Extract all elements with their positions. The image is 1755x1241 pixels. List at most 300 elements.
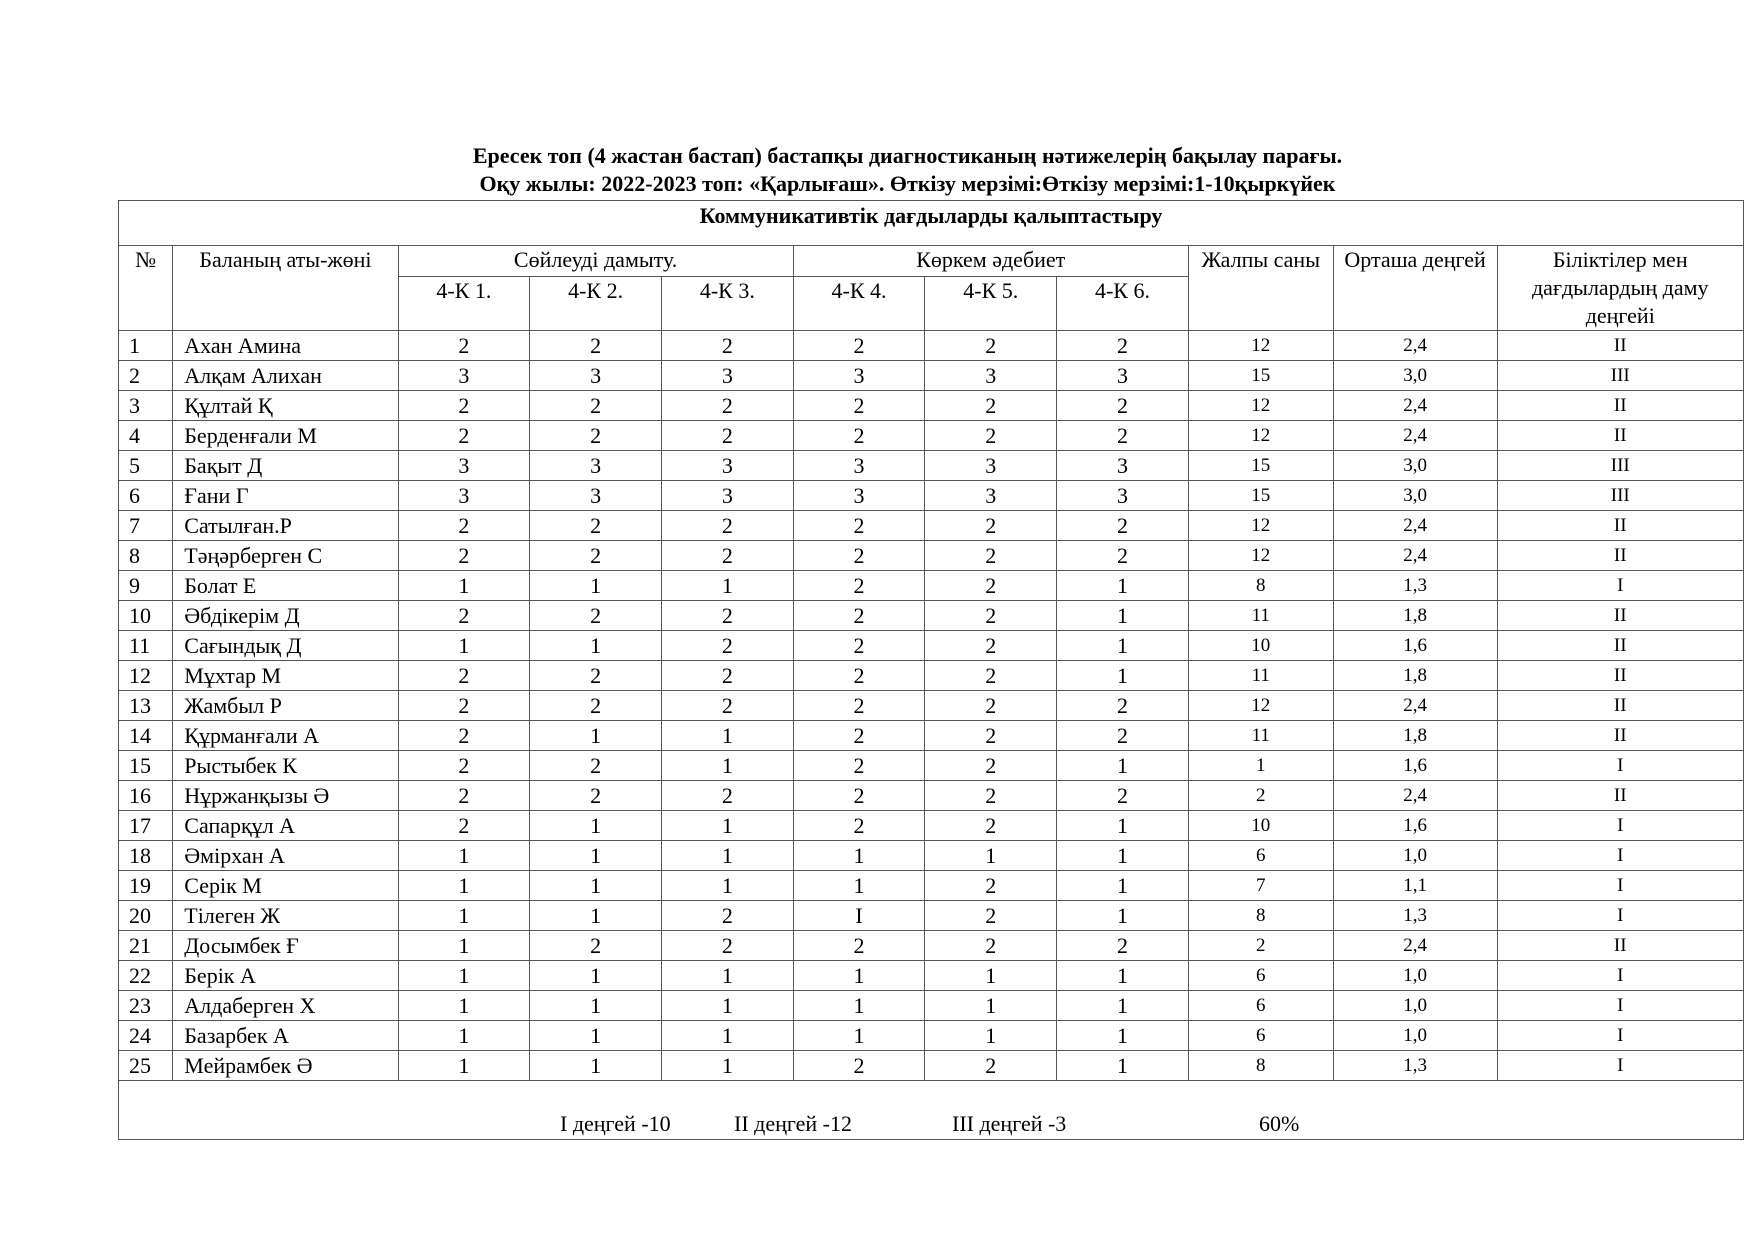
- score-4k5: 3: [925, 481, 1057, 511]
- results-table: [118, 200, 1744, 1140]
- development-level: I: [1497, 571, 1743, 601]
- header-sub-3: 4-К 3.: [661, 277, 793, 331]
- row-number: 5: [119, 451, 173, 481]
- average-level: 2,4: [1333, 931, 1497, 961]
- score-4k5: 2: [925, 901, 1057, 931]
- score-4k1: 1: [398, 841, 530, 871]
- average-level: 1,8: [1333, 661, 1497, 691]
- row-number: 18: [119, 841, 173, 871]
- table-body: [119, 331, 1744, 1081]
- score-4k6: 1: [1057, 631, 1189, 661]
- total-count: 6: [1188, 1021, 1333, 1051]
- total-count: 12: [1188, 511, 1333, 541]
- development-level: II: [1497, 931, 1743, 961]
- score-4k5: 3: [925, 451, 1057, 481]
- score-4k1: 1: [398, 631, 530, 661]
- document-subtitle: Оқу жылы: 2022-2023 топ: «Қарлығаш». Өткізу мерзімі:Өткізу мерзімі:1-10қыркүйек: [479, 171, 1336, 196]
- score-4k3: 1: [661, 721, 793, 751]
- score-4k1: 1: [398, 931, 530, 961]
- score-4k1: 2: [398, 331, 530, 361]
- table-row: [119, 991, 1744, 1021]
- score-4k4: 1: [793, 1021, 925, 1051]
- score-4k2: 3: [530, 361, 662, 391]
- row-number: 13: [119, 691, 173, 721]
- child-name: Әмірхан А: [173, 841, 398, 871]
- average-level: 1,6: [1333, 811, 1497, 841]
- score-4k4: 2: [793, 421, 925, 451]
- score-4k5: 2: [925, 511, 1057, 541]
- score-4k1: 2: [398, 781, 530, 811]
- header-sub-1: 4-К 1.: [398, 277, 530, 331]
- score-4k1: 2: [398, 391, 530, 421]
- child-name: Ғани Г: [173, 481, 398, 511]
- score-4k2: 2: [530, 931, 662, 961]
- score-4k4: 2: [793, 751, 925, 781]
- table-row: [119, 661, 1744, 691]
- score-4k3: 1: [661, 811, 793, 841]
- average-level: 2,4: [1333, 691, 1497, 721]
- child-name: Сапарқұл А: [173, 811, 398, 841]
- score-4k1: 1: [398, 961, 530, 991]
- average-level: 1,0: [1333, 1021, 1497, 1051]
- score-4k3: 2: [661, 541, 793, 571]
- score-4k5: 3: [925, 361, 1057, 391]
- score-4k6: 2: [1057, 721, 1189, 751]
- development-level: II: [1497, 541, 1743, 571]
- summary-level-3: III деңгей -3: [952, 1111, 1067, 1136]
- score-4k6: 1: [1057, 1051, 1189, 1081]
- row-number: 15: [119, 751, 173, 781]
- score-4k6: 1: [1057, 751, 1189, 781]
- score-4k3: 2: [661, 781, 793, 811]
- score-4k1: 2: [398, 691, 530, 721]
- score-4k2: 2: [530, 331, 662, 361]
- score-4k3: 3: [661, 361, 793, 391]
- total-count: 15: [1188, 361, 1333, 391]
- score-4k4: 3: [793, 451, 925, 481]
- header-total: Жалпы саны: [1188, 246, 1333, 331]
- score-4k2: 1: [530, 901, 662, 931]
- table-row: [119, 751, 1744, 781]
- table-row: [119, 571, 1744, 601]
- score-4k2: 2: [530, 691, 662, 721]
- child-name: Әбдікерім Д: [173, 601, 398, 631]
- score-4k6: 3: [1057, 451, 1189, 481]
- score-4k5: 2: [925, 871, 1057, 901]
- score-4k2: 2: [530, 391, 662, 421]
- table-row: [119, 391, 1744, 421]
- score-4k2: 1: [530, 841, 662, 871]
- child-name: Берденғали М: [173, 421, 398, 451]
- row-number: 16: [119, 781, 173, 811]
- score-4k6: 1: [1057, 841, 1189, 871]
- average-level: 1,3: [1333, 571, 1497, 601]
- score-4k4: 2: [793, 601, 925, 631]
- score-4k4: 1: [793, 961, 925, 991]
- score-4k2: 2: [530, 661, 662, 691]
- row-number: 12: [119, 661, 173, 691]
- score-4k1: 1: [398, 901, 530, 931]
- child-name: Мұхтар М: [173, 661, 398, 691]
- score-4k3: 1: [661, 751, 793, 781]
- score-4k2: 1: [530, 961, 662, 991]
- child-name: Ахан Амина: [173, 331, 398, 361]
- header-sub-6: 4-К 6.: [1057, 277, 1189, 331]
- total-count: 8: [1188, 571, 1333, 601]
- score-4k5: 2: [925, 631, 1057, 661]
- total-count: 11: [1188, 661, 1333, 691]
- score-4k4: 2: [793, 781, 925, 811]
- score-4k3: 2: [661, 931, 793, 961]
- score-4k4: 2: [793, 331, 925, 361]
- score-4k1: 2: [398, 811, 530, 841]
- score-4k4: 2: [793, 691, 925, 721]
- row-number: 25: [119, 1051, 173, 1081]
- table-row: [119, 601, 1744, 631]
- score-4k2: 2: [530, 421, 662, 451]
- score-4k6: 1: [1057, 811, 1189, 841]
- score-4k6: 1: [1057, 871, 1189, 901]
- child-name: Болат Е: [173, 571, 398, 601]
- score-4k1: 1: [398, 871, 530, 901]
- table-row: [119, 541, 1744, 571]
- score-4k3: 2: [661, 901, 793, 931]
- score-4k2: 2: [530, 511, 662, 541]
- score-4k4: 2: [793, 931, 925, 961]
- development-level: III: [1497, 451, 1743, 481]
- score-4k2: 1: [530, 571, 662, 601]
- table-row: [119, 781, 1744, 811]
- child-name: Бақыт Д: [173, 451, 398, 481]
- score-4k1: 2: [398, 661, 530, 691]
- score-4k6: 2: [1057, 781, 1189, 811]
- score-4k1: 3: [398, 361, 530, 391]
- score-4k6: 1: [1057, 901, 1189, 931]
- row-number: 17: [119, 811, 173, 841]
- average-level: 1,0: [1333, 841, 1497, 871]
- child-name: Құлтай Қ: [173, 391, 398, 421]
- header-sub-5: 4-К 5.: [925, 277, 1057, 331]
- score-4k5: 2: [925, 571, 1057, 601]
- row-number: 8: [119, 541, 173, 571]
- score-4k6: 3: [1057, 361, 1189, 391]
- average-level: 1,0: [1333, 961, 1497, 991]
- table-row: [119, 1021, 1744, 1051]
- table-row: [119, 511, 1744, 541]
- row-number: 9: [119, 571, 173, 601]
- header-level: Біліктілер мен дағдылардың даму деңгейі: [1497, 246, 1743, 331]
- score-4k1: 1: [398, 571, 530, 601]
- score-4k5: 2: [925, 811, 1057, 841]
- average-level: 1,8: [1333, 721, 1497, 751]
- development-level: I: [1497, 901, 1743, 931]
- score-4k5: 2: [925, 691, 1057, 721]
- child-name: Базарбек А: [173, 1021, 398, 1051]
- score-4k1: 3: [398, 481, 530, 511]
- score-4k6: 2: [1057, 421, 1189, 451]
- score-4k6: 2: [1057, 331, 1189, 361]
- row-number: 19: [119, 871, 173, 901]
- total-count: 12: [1188, 391, 1333, 421]
- average-level: 1,8: [1333, 601, 1497, 631]
- score-4k6: 1: [1057, 601, 1189, 631]
- development-level: II: [1497, 661, 1743, 691]
- table-row: [119, 931, 1744, 961]
- score-4k4: 2: [793, 391, 925, 421]
- score-4k3: 1: [661, 871, 793, 901]
- score-4k6: 2: [1057, 691, 1189, 721]
- score-4k4: 1: [793, 841, 925, 871]
- score-4k2: 3: [530, 451, 662, 481]
- header-average: Орташа деңгей: [1333, 246, 1497, 331]
- score-4k5: 2: [925, 1051, 1057, 1081]
- development-level: I: [1497, 811, 1743, 841]
- row-number: 6: [119, 481, 173, 511]
- score-4k4: 3: [793, 481, 925, 511]
- development-level: II: [1497, 721, 1743, 751]
- table-row: [119, 481, 1744, 511]
- row-number: 23: [119, 991, 173, 1021]
- development-level: II: [1497, 421, 1743, 451]
- row-number: 2: [119, 361, 173, 391]
- development-level: I: [1497, 991, 1743, 1021]
- total-count: 2: [1188, 781, 1333, 811]
- score-4k2: 1: [530, 871, 662, 901]
- child-name: Серік М: [173, 871, 398, 901]
- score-4k2: 1: [530, 631, 662, 661]
- score-4k3: 1: [661, 571, 793, 601]
- development-level: III: [1497, 361, 1743, 391]
- header-speech-development: Сөйлеуді дамыту.: [398, 246, 793, 277]
- score-4k5: 2: [925, 721, 1057, 751]
- score-4k4: 2: [793, 571, 925, 601]
- total-count: 10: [1188, 811, 1333, 841]
- summary-level-2: II деңгей -12: [734, 1111, 852, 1136]
- score-4k5: 2: [925, 931, 1057, 961]
- child-name: Нұржанқызы Ә: [173, 781, 398, 811]
- row-number: 3: [119, 391, 173, 421]
- table-row: [119, 1051, 1744, 1081]
- row-number: 21: [119, 931, 173, 961]
- average-level: 2,4: [1333, 781, 1497, 811]
- total-count: 11: [1188, 721, 1333, 751]
- score-4k5: 2: [925, 391, 1057, 421]
- score-4k2: 1: [530, 1051, 662, 1081]
- score-4k4: 2: [793, 721, 925, 751]
- score-4k5: 2: [925, 781, 1057, 811]
- score-4k4: 2: [793, 1051, 925, 1081]
- average-level: 3,0: [1333, 481, 1497, 511]
- table-row: [119, 691, 1744, 721]
- score-4k1: 1: [398, 991, 530, 1021]
- score-4k2: 2: [530, 601, 662, 631]
- score-4k4: 2: [793, 661, 925, 691]
- score-4k1: 2: [398, 721, 530, 751]
- average-level: 3,0: [1333, 361, 1497, 391]
- development-level: II: [1497, 391, 1743, 421]
- score-4k2: 1: [530, 1021, 662, 1051]
- score-4k6: 1: [1057, 991, 1189, 1021]
- row-number: 20: [119, 901, 173, 931]
- score-4k1: 1: [398, 1051, 530, 1081]
- score-4k4: 2: [793, 511, 925, 541]
- average-level: 1,0: [1333, 991, 1497, 1021]
- score-4k3: 2: [661, 691, 793, 721]
- child-name: Досымбек Ғ: [173, 931, 398, 961]
- development-level: II: [1497, 601, 1743, 631]
- total-count: 11: [1188, 601, 1333, 631]
- average-level: 1,6: [1333, 751, 1497, 781]
- score-4k6: 2: [1057, 541, 1189, 571]
- development-level: II: [1497, 691, 1743, 721]
- development-level: I: [1497, 841, 1743, 871]
- score-4k3: 2: [661, 391, 793, 421]
- score-4k4: 2: [793, 541, 925, 571]
- development-level: II: [1497, 781, 1743, 811]
- score-4k3: 2: [661, 511, 793, 541]
- average-level: 1,3: [1333, 901, 1497, 931]
- total-count: 6: [1188, 841, 1333, 871]
- score-4k4: 2: [793, 631, 925, 661]
- score-4k3: 2: [661, 601, 793, 631]
- score-4k3: 2: [661, 331, 793, 361]
- table-row: [119, 961, 1744, 991]
- total-count: 12: [1188, 331, 1333, 361]
- development-level: II: [1497, 331, 1743, 361]
- score-4k2: 2: [530, 781, 662, 811]
- score-4k2: 1: [530, 811, 662, 841]
- score-4k5: 2: [925, 661, 1057, 691]
- section-title: Коммуникативтік дағдыларды қалыптастыру: [119, 201, 1744, 246]
- child-name: Жамбыл Р: [173, 691, 398, 721]
- score-4k2: 2: [530, 751, 662, 781]
- total-count: 2: [1188, 931, 1333, 961]
- average-level: 2,4: [1333, 331, 1497, 361]
- total-count: 1: [1188, 751, 1333, 781]
- development-level: I: [1497, 1051, 1743, 1081]
- score-4k6: 1: [1057, 1021, 1189, 1051]
- child-name: Құрманғали А: [173, 721, 398, 751]
- row-number: 7: [119, 511, 173, 541]
- score-4k3: 1: [661, 961, 793, 991]
- average-level: 2,4: [1333, 421, 1497, 451]
- score-4k6: 2: [1057, 391, 1189, 421]
- score-4k5: 2: [925, 331, 1057, 361]
- average-level: 3,0: [1333, 451, 1497, 481]
- header-literature: Көркем әдебиет: [793, 246, 1188, 277]
- score-4k6: 3: [1057, 481, 1189, 511]
- score-4k3: 2: [661, 421, 793, 451]
- table-row: [119, 361, 1744, 391]
- score-4k5: 2: [925, 751, 1057, 781]
- score-4k2: 1: [530, 991, 662, 1021]
- total-count: 6: [1188, 961, 1333, 991]
- score-4k3: 3: [661, 481, 793, 511]
- child-name: Сағындық Д: [173, 631, 398, 661]
- score-4k3: 1: [661, 991, 793, 1021]
- table-row: [119, 841, 1744, 871]
- summary-level-1: I деңгей -10: [560, 1111, 671, 1136]
- row-number: 22: [119, 961, 173, 991]
- row-number: 24: [119, 1021, 173, 1051]
- score-4k1: 3: [398, 451, 530, 481]
- table-row: [119, 901, 1744, 931]
- score-4k1: 1: [398, 1021, 530, 1051]
- child-name: Мейрамбек Ә: [173, 1051, 398, 1081]
- header-number: №: [119, 246, 173, 331]
- table-row: [119, 421, 1744, 451]
- average-level: 1,6: [1333, 631, 1497, 661]
- row-number: 1: [119, 331, 173, 361]
- table-row: [119, 331, 1744, 361]
- header-sub-2: 4-К 2.: [530, 277, 662, 331]
- child-name: Сатылған.Р: [173, 511, 398, 541]
- development-level: II: [1497, 631, 1743, 661]
- development-level: III: [1497, 481, 1743, 511]
- score-4k5: 2: [925, 421, 1057, 451]
- score-4k2: 1: [530, 721, 662, 751]
- row-number: 14: [119, 721, 173, 751]
- score-4k4: 3: [793, 361, 925, 391]
- child-name: Берік А: [173, 961, 398, 991]
- development-level: I: [1497, 1021, 1743, 1051]
- development-level: I: [1497, 751, 1743, 781]
- score-4k3: 3: [661, 451, 793, 481]
- score-4k4: 2: [793, 811, 925, 841]
- child-name: Тілеген Ж: [173, 901, 398, 931]
- score-4k5: 1: [925, 961, 1057, 991]
- score-4k3: 2: [661, 661, 793, 691]
- total-count: 15: [1188, 481, 1333, 511]
- score-4k4: 1: [793, 871, 925, 901]
- score-4k6: 2: [1057, 931, 1189, 961]
- table-row: [119, 631, 1744, 661]
- table-row: [119, 721, 1744, 751]
- score-4k1: 2: [398, 751, 530, 781]
- score-4k2: 2: [530, 541, 662, 571]
- score-4k3: 1: [661, 841, 793, 871]
- score-4k5: 1: [925, 841, 1057, 871]
- total-count: 12: [1188, 691, 1333, 721]
- development-level: I: [1497, 871, 1743, 901]
- average-level: 1,1: [1333, 871, 1497, 901]
- document-title: Ересек топ (4 жастан бастап) бастапқы диагностиканың нәтижелерің бақылау парағы.: [472, 143, 1343, 168]
- score-4k5: 1: [925, 991, 1057, 1021]
- development-level: I: [1497, 961, 1743, 991]
- child-name: Алдаберген Х: [173, 991, 398, 1021]
- score-4k4: 1: [793, 991, 925, 1021]
- table-row: [119, 871, 1744, 901]
- score-4k6: 2: [1057, 511, 1189, 541]
- score-4k3: 1: [661, 1051, 793, 1081]
- score-4k5: 1: [925, 1021, 1057, 1051]
- score-4k3: 1: [661, 1021, 793, 1051]
- score-4k6: 1: [1057, 661, 1189, 691]
- row-number: 11: [119, 631, 173, 661]
- total-count: 8: [1188, 1051, 1333, 1081]
- table-row: [119, 811, 1744, 841]
- summary-row: [119, 1081, 1744, 1140]
- development-level: II: [1497, 511, 1743, 541]
- average-level: 2,4: [1333, 391, 1497, 421]
- score-4k6: 1: [1057, 961, 1189, 991]
- score-4k1: 2: [398, 511, 530, 541]
- average-level: 2,4: [1333, 541, 1497, 571]
- total-count: 15: [1188, 451, 1333, 481]
- score-4k1: 2: [398, 601, 530, 631]
- total-count: 6: [1188, 991, 1333, 1021]
- child-name: Рыстыбек К: [173, 751, 398, 781]
